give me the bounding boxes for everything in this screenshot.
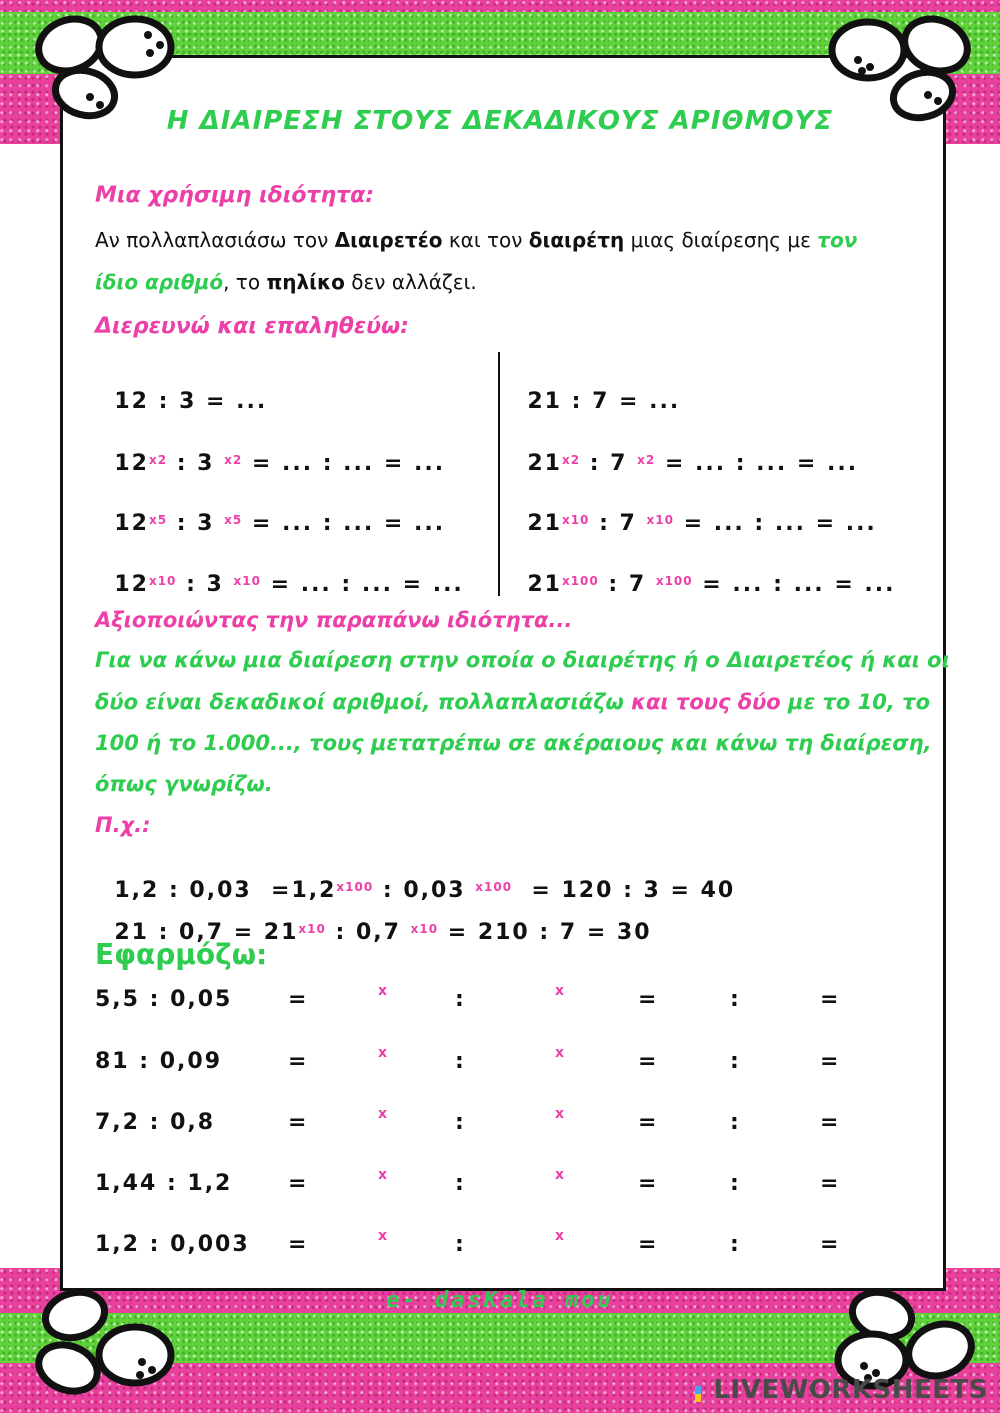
logo-text: LIVEWORKSHEETS — [713, 1375, 988, 1405]
multiplier-mark: x10 — [298, 922, 326, 936]
equals-sign: = — [820, 1049, 841, 1074]
colon-sign: : — [455, 1049, 466, 1074]
multiplier-mark: x100 — [475, 880, 513, 894]
multiplier-blank-mark: x — [555, 1106, 565, 1122]
multiplier-blank-mark: x — [378, 1106, 388, 1122]
multiplier-mark: x2 — [224, 453, 243, 467]
colon-sign: : — [730, 1232, 741, 1257]
property-text: δεν αλλάζει. — [344, 270, 477, 294]
multiplier-mark: x2 — [561, 453, 581, 467]
equation-part: = ... : ... = ... — [260, 572, 464, 597]
exercise-expression: 1,44 : 1,2 — [95, 1171, 233, 1196]
left-equation — [95, 547, 464, 597]
colon-sign: : — [730, 1049, 741, 1074]
equals-sign: = — [820, 1171, 841, 1196]
multiplier-blank-mark: x — [378, 1045, 388, 1061]
multiplier-mark: x100 — [561, 574, 599, 588]
exercise-expression: 1,2 : 0,003 — [95, 1232, 250, 1257]
multiplier-mark: x10 — [410, 922, 439, 936]
frame-top-line — [60, 55, 946, 58]
equation-part: = 210 : 7 = 30 — [438, 920, 652, 945]
property-green-text: ίδιο αριθμό — [95, 270, 224, 294]
equals-sign: = — [288, 1232, 309, 1257]
multiplier-mark: x2 — [148, 453, 168, 467]
equation-part: 21 — [527, 451, 562, 476]
equation-part: 21 : 0,7 = 21 — [114, 920, 299, 945]
multiplier-mark: x2 — [637, 453, 656, 467]
equation-part: 12 — [114, 572, 149, 597]
equation-part: : 7 — [580, 451, 638, 476]
equals-sign: = — [638, 1110, 659, 1135]
logo-badge-icon — [689, 1378, 707, 1402]
equation-part: : 3 — [167, 511, 225, 536]
exercise-expression: 7,2 : 0,8 — [95, 1110, 216, 1135]
colon-sign: : — [455, 987, 466, 1012]
left-equation — [95, 486, 445, 536]
equation-part: = 120 : 3 = 40 — [512, 878, 736, 903]
equation-part: : 7 — [589, 511, 647, 536]
equation-part: 21 — [527, 389, 562, 414]
right-equation — [508, 486, 877, 536]
multiplier-mark: x10 — [561, 513, 590, 527]
using-highlight: και τους δύο — [631, 690, 781, 714]
multiplier-mark: x10 — [148, 574, 177, 588]
multiplier-mark: x10 — [646, 513, 674, 527]
equals-sign: = — [288, 987, 309, 1012]
property-text: , το — [223, 270, 267, 294]
using-text: δύο είναι δεκαδικοί αριθμοί, πολλαπλασιάζω — [95, 690, 632, 714]
equation-part: = ... : ... = ... — [673, 511, 877, 536]
property-text: Αν πολλαπλασιάσω τον — [95, 228, 335, 252]
equation-part: 12 — [114, 451, 149, 476]
multiplier-blank-mark: x — [378, 1167, 388, 1183]
multiplier-mark: x100 — [336, 880, 374, 894]
equation-part: : 3 — [176, 572, 234, 597]
colon-sign: : — [730, 1171, 741, 1196]
multiplier-blank-mark: x — [555, 1228, 565, 1244]
equation-part: : 7 — [561, 389, 610, 414]
equals-sign: = — [638, 1049, 659, 1074]
property-bold-dividend: Διαιρετέο — [334, 228, 443, 252]
colon-sign: : — [455, 1232, 466, 1257]
multiplier-blank-mark: x — [555, 1045, 565, 1061]
equation-part: 12 — [114, 511, 149, 536]
property-green-text: τον — [817, 228, 858, 252]
left-equation — [95, 426, 445, 476]
property-line-1 — [95, 228, 857, 252]
colon-sign: : — [455, 1171, 466, 1196]
using-line-2 — [95, 690, 930, 714]
equals-sign: = — [638, 1232, 659, 1257]
multiplier-blank-mark: x — [378, 983, 388, 999]
property-text: και τον — [442, 228, 529, 252]
equals-sign: = — [288, 1171, 309, 1196]
investigate-heading: Διερευνώ και επαληθεύω: — [95, 314, 409, 339]
equals-sign: = — [638, 987, 659, 1012]
exercise-expression: 81 : 0,09 — [95, 1049, 223, 1074]
property-line-2 — [95, 270, 477, 294]
using-text: με το 10, το — [780, 690, 930, 714]
colon-sign: : — [730, 987, 741, 1012]
equals-sign: = — [820, 1232, 841, 1257]
equation-part: = ... : ... = ... — [242, 451, 446, 476]
exercise-expression: 5,5 : 0,05 — [95, 987, 233, 1012]
property-heading: Μια χρήσιμη ιδιότητα: — [95, 183, 375, 208]
using-line-1: Για να κάνω μια διαίρεση στην οποία ο διαιρέτης ή ο Διαιρετέος ή και οι — [95, 648, 950, 672]
equation-part: = ... : ... = ... — [655, 451, 859, 476]
page-title: Η ΔΙΑΙΡΕΣΗ ΣΤΟΥΣ ΔΕΚΑΔΙΚΟΥΣ ΑΡΙΘΜΟΥΣ — [166, 106, 834, 136]
equals-sign: = — [638, 1171, 659, 1196]
using-line-4: όπως γνωρίζω. — [95, 772, 273, 796]
example-heading: Π.χ.: — [95, 813, 151, 837]
equals-sign: = — [820, 987, 841, 1012]
multiplier-blank-mark: x — [555, 983, 565, 999]
equals-sign: = — [288, 1110, 309, 1135]
using-heading: Αξιοποιώντας την παραπάνω ιδιότητα... — [95, 608, 573, 632]
right-equation — [508, 426, 858, 476]
left-equation — [95, 364, 267, 414]
multiplier-blank-mark: x — [555, 1167, 565, 1183]
equation-part: = ... : ... = ... — [242, 511, 446, 536]
equation-part: 21 — [527, 511, 562, 536]
multiplier-mark: x5 — [148, 513, 168, 527]
colon-sign: : — [455, 1110, 466, 1135]
equation-part: : 0,7 — [325, 920, 411, 945]
equation-part: = ... — [196, 389, 268, 414]
using-line-3: 100 ή το 1.000..., τους μετατρέπω σε ακέραιους και κάνω τη διαίρεση, — [95, 731, 932, 755]
property-text: μιας διαίρεσης με — [624, 228, 818, 252]
equation-part: 21 — [527, 572, 562, 597]
equation-part: 1,2 : 0,03 =1,2 — [114, 878, 337, 903]
equation-part: : 7 — [598, 572, 656, 597]
equals-sign: = — [288, 1049, 309, 1074]
equation-part: : 3 — [167, 451, 225, 476]
equation-part: : 0,03 — [373, 878, 476, 903]
multiplier-mark: x10 — [233, 574, 261, 588]
column-divider — [498, 352, 500, 596]
right-equation — [508, 547, 895, 597]
liveworksheets-logo[interactable] — [689, 1375, 988, 1405]
property-bold-quotient: πηλίκο — [266, 270, 345, 294]
colon-sign: : — [730, 1110, 741, 1135]
apply-heading: Εφαρμόζω: — [95, 938, 268, 971]
equation-part: = ... : ... = ... — [692, 572, 896, 597]
property-bold-divisor: διαιρέτη — [528, 228, 625, 252]
equation-part: = ... — [609, 389, 681, 414]
equals-sign: = — [820, 1110, 841, 1135]
right-equation — [508, 364, 680, 414]
footer-signature: e- dasKala mou — [386, 1288, 614, 1313]
equation-part: : 3 — [148, 389, 197, 414]
multiplier-blank-mark: x — [378, 1228, 388, 1244]
multiplier-mark: x5 — [224, 513, 243, 527]
multiplier-mark: x100 — [655, 574, 693, 588]
equation-part: 12 — [114, 389, 149, 414]
